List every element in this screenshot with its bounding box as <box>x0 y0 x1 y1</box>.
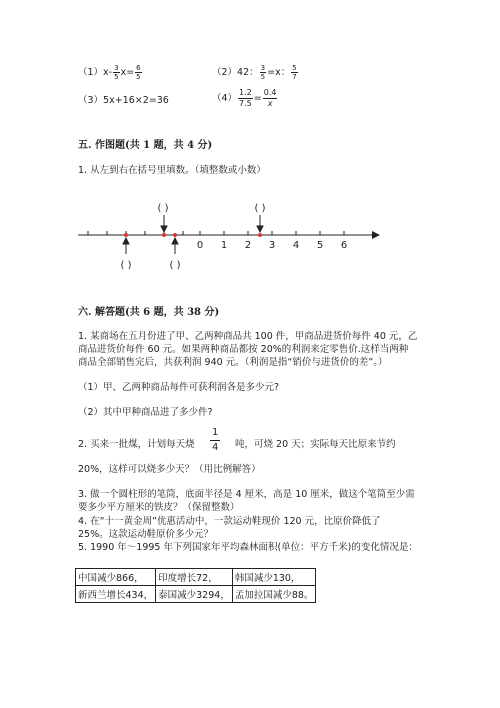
number-line-figure <box>0 195 500 275</box>
answer-blank: ( ) <box>157 203 169 214</box>
equation-2-fraction-b <box>291 64 297 81</box>
equation-4-fraction-a <box>238 88 253 109</box>
tick-label-1: 1 <box>220 240 228 251</box>
equation-1 <box>78 64 143 81</box>
number-line-labels <box>197 240 347 251</box>
table-cell: 泰国减少3294， <box>156 586 233 603</box>
tick-label-4: 4 <box>292 240 300 251</box>
equation-2-mid: =x： <box>267 67 291 78</box>
table-cell: 印度增长72， <box>156 569 233 586</box>
question-1-line-2: 商品进货价每件 60 元。如果两种商品都按 20%的利润来定零售价.这样当两种 <box>78 344 409 355</box>
equation-1-fraction-b <box>135 64 141 81</box>
table-row <box>76 569 316 586</box>
question-1-sub-2: （2）其中甲种商品进了多少件? <box>78 407 213 418</box>
section-5-title: 五. 作图题(共 1 题，共 4 分) <box>78 140 213 151</box>
equation-2-fraction-a <box>260 64 266 81</box>
question-4-line-1: 4. 在“十一黄金周”优惠活动中，一款运动鞋现价 120 元，比原价降低了 <box>78 516 381 527</box>
point-marker-a <box>124 233 128 237</box>
question-4-line-2: 25%。这款运动鞋原价多少元？ <box>78 529 214 540</box>
question-2-fraction <box>210 426 220 455</box>
fraction-numerator: 1 <box>210 426 220 441</box>
fraction-denominator: 5 <box>114 73 119 81</box>
section-6-title: 六. 解答题(共 6 题，共 38 分) <box>78 307 220 318</box>
fraction-numerator: 3 <box>114 64 119 72</box>
forest-change-table <box>75 568 316 603</box>
question-3-line-1: 3. 做一个圆柱形的笔筒，底面半径是 4 厘米，高是 10 厘米，做这个笔筒至少需 <box>78 489 415 500</box>
equation-2 <box>212 64 299 81</box>
tick-label-6: 6 <box>340 240 348 251</box>
answer-blank: ( ) <box>254 203 266 214</box>
question-1-sub-1: （1）甲、乙两种商品每件可获利润各是多少元? <box>78 382 280 393</box>
fraction-denominator: x <box>267 99 273 108</box>
fraction-numerator: 0.4 <box>263 88 277 97</box>
equation-4 <box>212 88 278 109</box>
tick-label-3: 3 <box>268 240 276 251</box>
question-1-line-1: 1. 某商场在五月份进了甲、乙两种商品共 100 件，甲商品进货价每件 40 元，乙 <box>78 331 418 342</box>
fraction-numerator: 6 <box>136 64 141 72</box>
table-cell: 新西兰增长434， <box>76 586 156 603</box>
arrow-down-icon <box>161 215 167 232</box>
equation-1-prefix: （1）x- <box>78 67 113 78</box>
arrow-down-icon <box>257 215 263 232</box>
point-marker-b <box>162 233 166 237</box>
point-marker-c <box>173 233 177 237</box>
question-2-part-b: 吨，可烧 20 天；实际每天比原来节约 <box>235 439 396 450</box>
number-line-arrow-head <box>372 231 380 239</box>
fraction-denominator: 4 <box>212 442 219 453</box>
point-marker-d <box>258 233 262 237</box>
question-2-line-2: 20%，这样可以烧多少天？（用比例解答） <box>78 464 261 475</box>
table-cell: 孟加拉国减少88。 <box>232 586 316 603</box>
arrow-up-icon <box>172 238 178 254</box>
table-cell: 韩国减少130， <box>232 569 316 586</box>
equation-1-mid: x= <box>120 67 135 78</box>
question-3-line-2: 要多少平方厘米的铁皮？（保留整数） <box>78 502 240 513</box>
question-5-text: 5. 1990 年～1995 年下列国家年平均森林面积(单位：平方千米)的变化情况是： <box>78 542 418 553</box>
fraction-denominator: 7.5 <box>239 99 252 108</box>
table-cell: 中国减少866， <box>76 569 156 586</box>
section-5-question-1: 1. 从左到右在括号里填数。（填整数或小数） <box>78 165 266 176</box>
equation-4-prefix: （4） <box>212 93 238 104</box>
fraction-denominator: 5 <box>136 73 141 81</box>
equation-3: （3）5x+16×2=36 <box>78 95 169 106</box>
fraction-denominator: 5 <box>260 73 266 81</box>
equation-2-prefix: （2）42： <box>212 67 259 78</box>
answer-blank: ( ) <box>169 260 181 271</box>
answer-blank: ( ) <box>120 260 132 271</box>
equation-1-fraction-a <box>113 64 119 81</box>
fraction-numerator: 5 <box>292 64 297 72</box>
fraction-numerator: 3 <box>260 64 266 72</box>
fraction-numerator: 1.2 <box>239 88 252 97</box>
fraction-denominator: 7 <box>292 73 297 81</box>
question-1-line-3: 商品全部销售完后，共获利润 940 元。（利润是指“销价与进货价的差”。） <box>78 357 388 368</box>
question-2-part-a: 2. 买来一批煤，计划每天烧 <box>78 439 195 450</box>
tick-label-2: 2 <box>244 240 252 251</box>
arrow-up-icon <box>123 238 129 254</box>
tick-label-5: 5 <box>316 240 324 251</box>
table-row <box>76 586 316 603</box>
equation-4-mid: = <box>253 93 262 104</box>
equation-4-fraction-b <box>263 88 278 109</box>
tick-label-0: 0 <box>196 240 204 251</box>
